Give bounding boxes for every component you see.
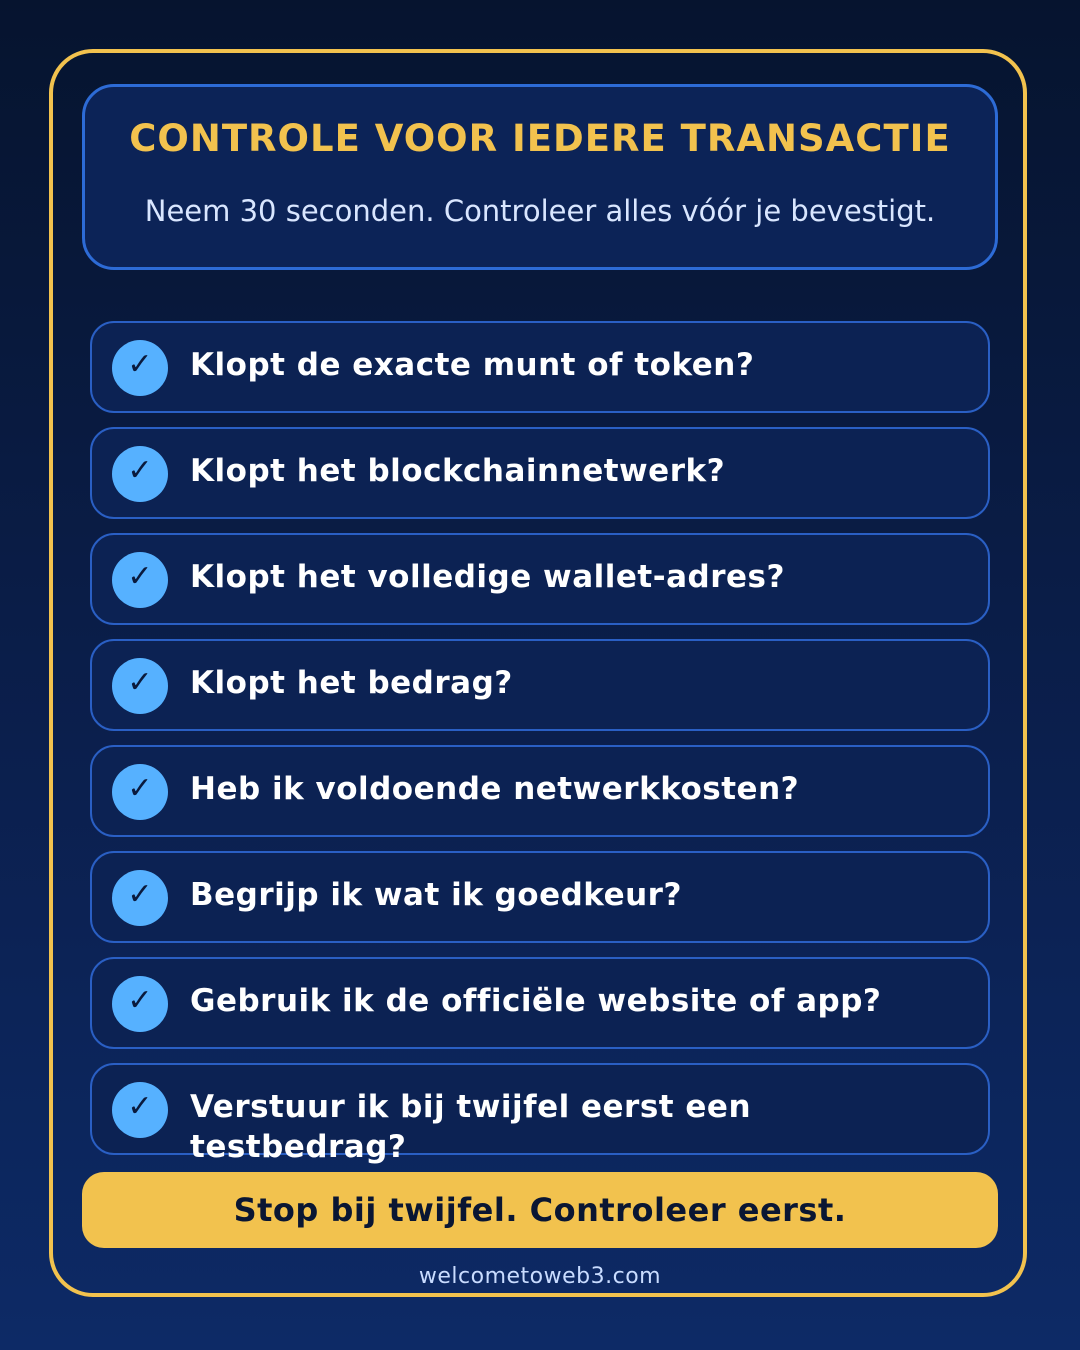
checklist-item-label: Klopt het blockchainnetwerk? bbox=[190, 453, 726, 489]
checklist-item-label: Klopt het volledige wallet-adres? bbox=[190, 559, 785, 595]
checklist-item-label: Gebruik ik de officiële website of app? bbox=[190, 983, 882, 1019]
checkmark-icon: ✓ bbox=[112, 1082, 168, 1138]
checklist-item bbox=[90, 957, 990, 1049]
checklist-item-label: Heb ik voldoende netwerkkosten? bbox=[190, 771, 800, 807]
checkmark-icon: ✓ bbox=[112, 870, 168, 926]
footer-site-link[interactable]: welcometoweb3.com bbox=[418, 1264, 662, 1289]
checkmark-icon: ✓ bbox=[112, 446, 168, 502]
checklist-item bbox=[90, 639, 990, 731]
page-title: CONTROLE VOOR IEDERE TRANSACTIE bbox=[129, 117, 951, 160]
checklist-item bbox=[90, 427, 990, 519]
checkmark-icon: ✓ bbox=[112, 976, 168, 1032]
page-subtitle: Neem 30 seconden. Controleer alles vóór je bevestigt. bbox=[144, 194, 936, 228]
cta-banner: Stop bij twijfel. Controleer eerst. bbox=[82, 1172, 998, 1248]
checkmark-icon: ✓ bbox=[112, 340, 168, 396]
checklist-item-label: Klopt het bedrag? bbox=[190, 665, 513, 701]
checkmark-icon: ✓ bbox=[112, 764, 168, 820]
header-box bbox=[82, 84, 998, 270]
checklist-item-label: Klopt de exacte munt of token? bbox=[190, 347, 755, 383]
checklist-item bbox=[90, 745, 990, 837]
checklist-item bbox=[90, 851, 990, 943]
checklist-item-label: Verstuur ik bij twijfel eerst een testbedrag? bbox=[190, 1089, 752, 1165]
checklist-item bbox=[90, 533, 990, 625]
checklist-item-label: Begrijp ik wat ik goedkeur? bbox=[190, 877, 682, 913]
checkmark-icon: ✓ bbox=[112, 658, 168, 714]
checklist-item bbox=[90, 1063, 990, 1165]
checkmark-icon: ✓ bbox=[112, 552, 168, 608]
checklist-item bbox=[90, 321, 990, 413]
